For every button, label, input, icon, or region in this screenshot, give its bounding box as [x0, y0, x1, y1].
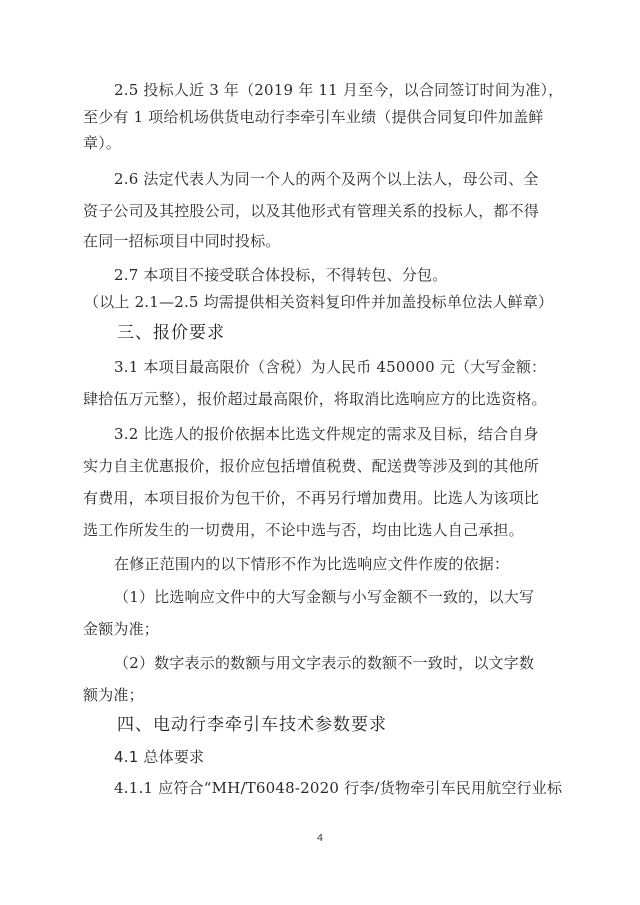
paragraph-2-6-line-3: 在同一招标项目中同时投标。	[83, 232, 281, 250]
item-2-line-2: 额为准；	[83, 686, 144, 704]
page-number: 4	[316, 833, 324, 844]
section-4-heading: 四、电动行李牵引车技术参数要求	[117, 715, 387, 735]
paragraph-2-6-line-1: 2.6 法定代表人为同一个人的两个及两个以上法人，母公司、全	[114, 170, 539, 188]
paragraph-2-5-line-1: 2.5 投标人近 3 年（2019 年 11 月至今，以合同签订时间为准），	[114, 81, 564, 99]
subsection-4-1-heading: 4.1 总体要求	[114, 748, 205, 766]
paragraph-fix-scope: 在修正范围内的以下情形不作为比选响应文件作废的依据：	[114, 555, 510, 573]
paragraph-3-2-line-4: 选工作所发生的一切费用，不论中选与否，均由比选人自己承担。	[83, 521, 524, 539]
paragraph-2-7: 2.7 本项目不接受联合体投标，不得转包、分包。	[114, 266, 448, 284]
paragraph-3-1-line-1: 3.1 本项目最高限价（含税）为人民币 450000 元（大写金额：	[114, 358, 547, 376]
paragraph-3-2-line-3: 有费用，本项目报价为包干价，不再另行增加费用。比选人为该项比	[83, 489, 540, 507]
paragraph-2-5-line-2: 至少有 1 项给机场供货电动行李牵引车业绩（提供合同复印件加盖鲜	[83, 108, 544, 126]
paragraph-2-5-line-3: 章）。	[83, 134, 122, 152]
paragraph-2-6-line-2: 资子公司及其控股公司，以及其他形式有管理关系的投标人，都不得	[83, 202, 540, 220]
requirements-note: （以上 2.1—2.5 均需提供相关资料复印件并加盖投标单位法人鲜章）	[84, 293, 554, 311]
paragraph-3-2-line-1: 3.2 比选人的报价依据本比选文件规定的需求及目标，结合自身	[114, 425, 539, 443]
item-1-line-1: （1）比选响应文件中的大写金额与小写金额不一致的，以大写	[114, 588, 535, 606]
item-1-line-2: 金额为准；	[83, 620, 160, 638]
paragraph-4-1-1: 4.1.1 应符合“MH/T6048-2020 行李/货物牵引车民用航空行业标	[114, 779, 563, 797]
paragraph-3-1-line-2: 肆拾伍万元整），报价超过最高限价，将取消比选响应方的比选资格。	[83, 390, 547, 408]
item-2-line-1: （2）数字表示的数额与用文字表示的数额不一致时，以文字数	[114, 654, 535, 672]
section-3-heading: 三、报价要求	[117, 323, 225, 343]
paragraph-3-2-line-2: 实力自主优惠报价，报价应包括增值税费、配送费等涉及到的其他所	[83, 457, 540, 475]
